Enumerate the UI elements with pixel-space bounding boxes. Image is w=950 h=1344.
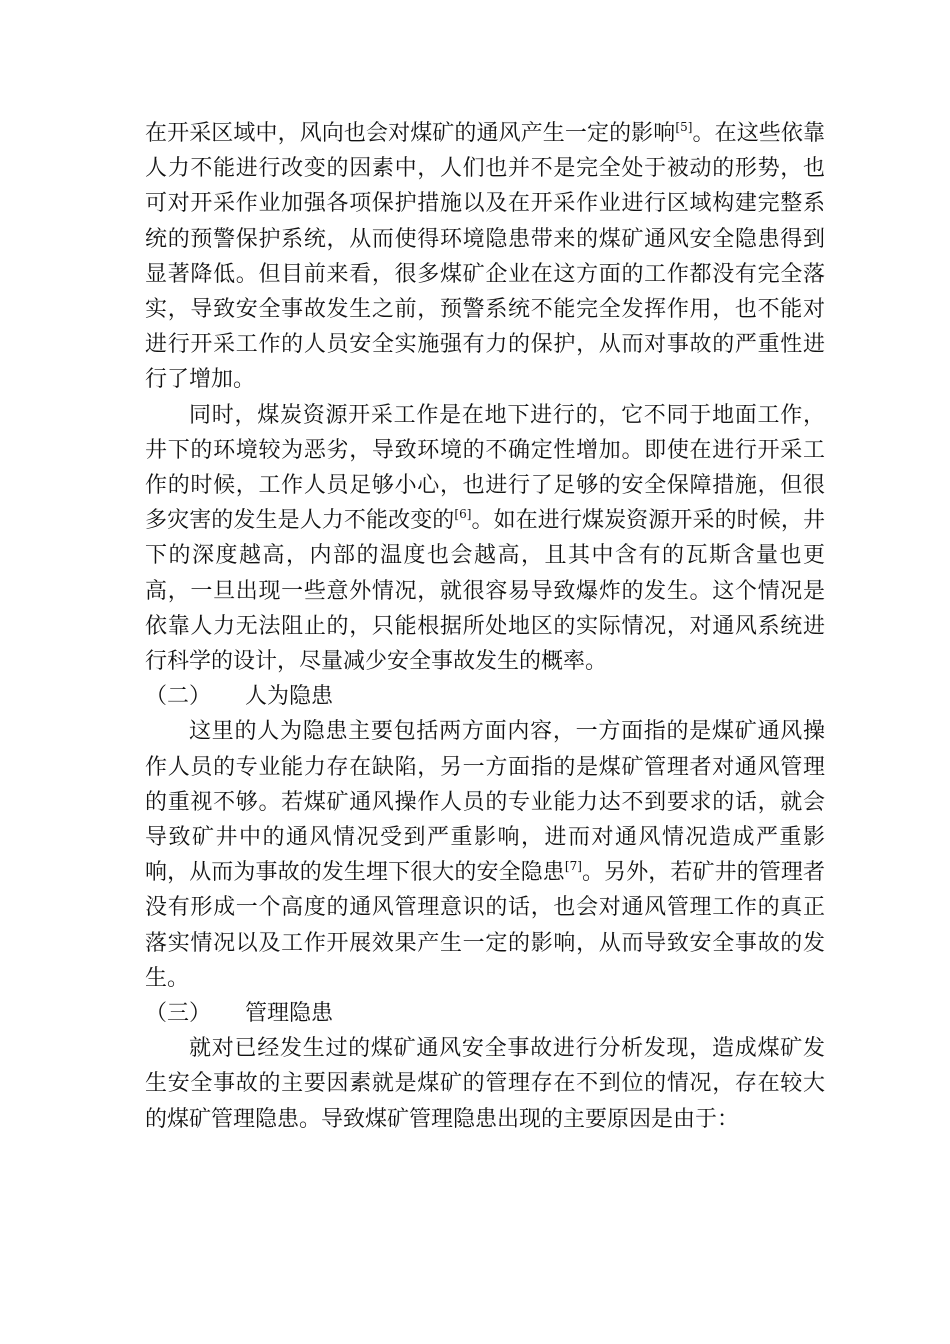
section-title: 管理隐患: [245, 1001, 334, 1027]
citation-6[interactable]: [6]: [454, 507, 472, 522]
paragraph-4-text: 就对已经发生过的煤矿通风安全事故进行分析发现，造成煤矿发生安全事故的主要因素就是煤矿的管理存在不到位的情况，存在较大的煤矿管理隐患。导致煤矿管理隐患出现的主要原因是由于：: [145, 1036, 825, 1132]
section-title: 人为隐患: [245, 684, 334, 710]
paragraph-2-text-b: 。如在进行煤炭资源开采的时候，井下的深度越高，内部的温度也会越高，且其中含有的瓦斯含量也更高，一旦出现一些意外情况，就很容易导致爆炸的发生。这个情况是依靠人力无法阻止的，只能根据所处地区的实际情况，对通风系统进行科学的设计，尽量减少安全事故发生的概率。: [145, 508, 825, 675]
document-page: [145, 116, 825, 1137]
citation-5[interactable]: [5]: [675, 120, 693, 134]
paragraph-2: [145, 398, 825, 680]
paragraph-1: [145, 116, 825, 398]
section-number: （三）: [145, 1001, 212, 1027]
paragraph-1-text-a: 在开采区域中，风向也会对煤矿的通风产生一定的影响: [145, 121, 676, 146]
paragraph-3: [145, 714, 825, 996]
section-heading-human-hazards: [145, 679, 825, 714]
section-heading-management-hazards: [145, 996, 825, 1031]
section-number: （二）: [145, 684, 212, 710]
paragraph-4: [145, 1031, 825, 1137]
paragraph-2-text-a: 同时，煤炭资源开采工作是在地下进行的，它不同于地面工作，井下的环境较为恶劣，导致环境的不确定性增加。即使在进行开采工作的时候，工作人员足够小心，也进行了足够的安全保障措施，但很多灾害的发生是人力不能改变的: [145, 402, 825, 534]
citation-7[interactable]: [7]: [564, 859, 582, 874]
paragraph-3-text-b: 。另外，若矿井的管理者没有形成一个高度的通风管理意识的话，也会对通风管理工作的真正落实情况以及工作开展效果产生一定的影响，从而导致安全事故的发生。: [145, 860, 825, 991]
paragraph-3-text-a: 这里的人为隐患主要包括两方面内容，一方面指的是煤矿通风操作人员的专业能力存在缺陷，另一方面指的是煤矿管理者对通风管理的重视不够。若煤矿通风操作人员的专业能力达不到要求的话，就会导致矿井中的通风情况受到严重影响，进而对通风情况造成严重影响，从而为事故的发生埋下很大的安全隐患: [145, 719, 825, 886]
paragraph-1-text-b: 。在这些依靠人力不能进行改变的因素中，人们也并不是完全处于被动的形势，也可对开采作业加强各项保护措施以及在开采作业进行区域构建完整系统的预警保护系统，从而使得环境隐患带来的煤矿通风安全隐患得到显著降低。但目前来看，很多煤矿企业在这方面的工作都没有完全落实，导致安全事故发生之前，预警系统不能完全发挥作用，也不能对进行开采工作的人员安全实施强有力的保护，从而对事故的严重性进行了增加。: [145, 121, 825, 393]
